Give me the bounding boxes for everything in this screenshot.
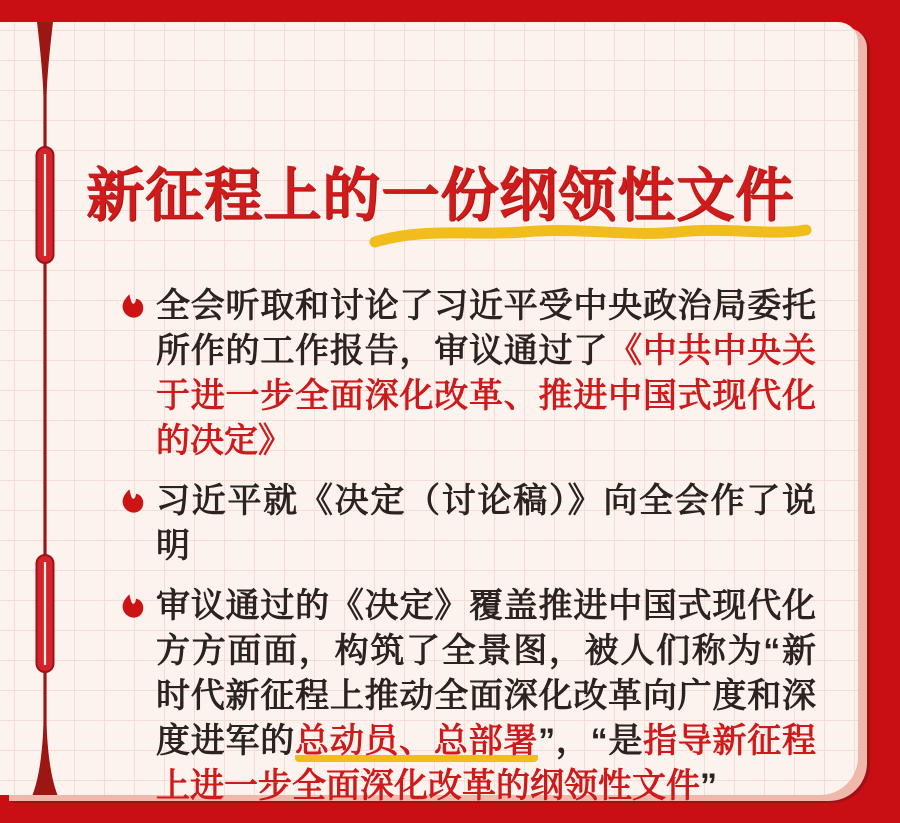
spine-bottom-drip xyxy=(33,722,58,795)
bullet-text xyxy=(156,479,816,569)
list-item xyxy=(118,479,818,569)
text-segment: 全会听取和讨论了习近平受中央政治局委托所作的工作报告，审议通过了 xyxy=(156,287,816,370)
text-segment: 《中共中央关于进一步全面深化改革、推进中国式现代化的决定》 xyxy=(156,332,817,460)
spine-decoration xyxy=(30,22,60,795)
list-item xyxy=(118,284,818,464)
bullet-text xyxy=(156,284,816,464)
text-segment: 指导新征程上进一步全面深化改革的纲领性文件 xyxy=(156,722,817,805)
text-segment: ”，“是 xyxy=(538,722,644,760)
bullet-list xyxy=(118,284,818,823)
spine-line xyxy=(43,22,46,795)
text-segment: ” xyxy=(700,767,717,805)
text-segment: 习近平就《决定（讨论稿）》向全会作了说明 xyxy=(156,482,816,565)
spine-capsule-top xyxy=(37,147,54,263)
spine-capsule-bottom xyxy=(37,555,54,672)
page-title: 新征程上的一份纲领性文件 xyxy=(86,163,795,228)
flame-bullet-icon xyxy=(118,293,148,321)
text-segment: 总动员、总部署 xyxy=(294,722,539,760)
flame-bullet-icon xyxy=(118,593,148,621)
text-segment: 审议通过的《决定》覆盖推进中国式现代化方方面面，构筑了全景图，被人们称为“新时代新征程上推动全面深化改革向广度和深度进军的 xyxy=(156,587,816,760)
list-item xyxy=(118,584,818,809)
bullet-text xyxy=(156,584,816,809)
flame-bullet-icon xyxy=(118,488,148,516)
spine-top-drip xyxy=(37,22,53,98)
